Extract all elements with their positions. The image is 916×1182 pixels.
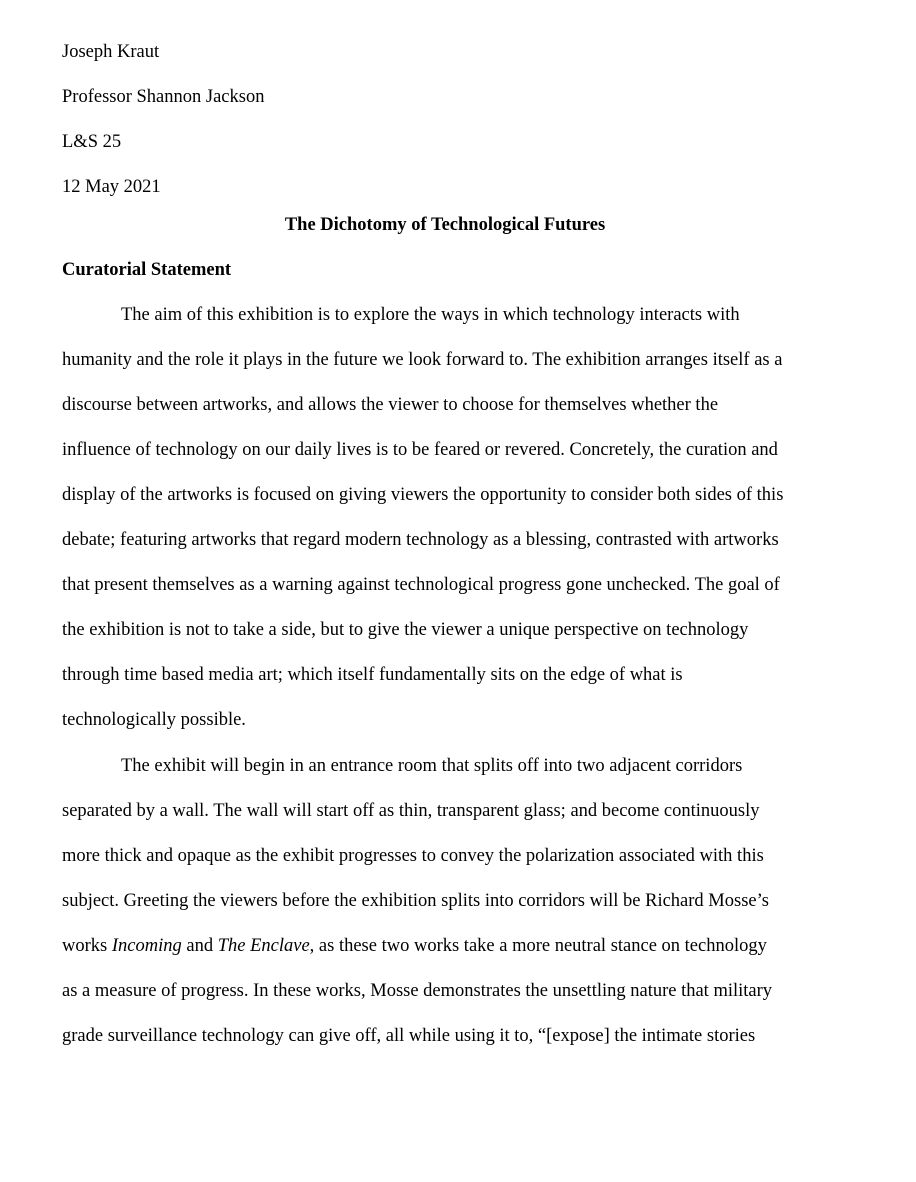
artwork-title-incoming: Incoming (111, 936, 182, 956)
paragraph-1-line: technologically possible. (62, 710, 246, 730)
paragraph-1-line: influence of technology on our daily lives is to be feared or revered. Concretely, the curation and (62, 440, 778, 460)
artwork-title-the-enclave: The Enclave (217, 936, 310, 956)
paragraph-2-line: grade surveillance technology can give off, all while using it to, “[expose] the intimate stories (62, 1026, 756, 1046)
paragraph-2-line: The exhibit will begin in an entrance room that splits off into two adjacent corridors (121, 756, 743, 776)
document-date: 12 May 2021 (62, 177, 161, 197)
paragraph-2-line: subject. Greeting the viewers before the exhibition splits into corridors will be Richard Mosse’s (62, 891, 769, 911)
course-name: L&S 25 (62, 132, 122, 152)
paragraph-1-line: The aim of this exhibition is to explore the ways in which technology interacts with (121, 305, 740, 325)
paragraph-2-line: as a measure of progress. In these works, Mosse demonstrates the unsettling nature that military (62, 981, 773, 1001)
paragraph-1-line: debate; featuring artworks that regard modern technology as a blessing, contrasted with artworks (62, 530, 779, 550)
line-text: works (62, 936, 112, 956)
paragraph-1-line: display of the artworks is focused on giving viewers the opportunity to consider both sides of this (62, 485, 784, 505)
paragraph-1-line: that present themselves as a warning against technological progress gone unchecked. The goal of (62, 575, 780, 595)
paragraph-2-line: separated by a wall. The wall will start off as thin, transparent glass; and become continuously (62, 801, 760, 821)
document-header (62, 30, 852, 210)
paragraph-2-line: more thick and opaque as the exhibit progresses to convey the polarization associated with this (62, 846, 764, 866)
paragraph-1-line: through time based media art; which itself fundamentally sits on the edge of what is (62, 665, 683, 685)
paragraph-1-line: the exhibition is not to take a side, but to give the viewer a unique perspective on technology (62, 620, 749, 640)
paragraph-1-line: discourse between artworks, and allows the viewer to choose for themselves whether the (62, 395, 719, 415)
paragraph-2-line-with-titles (62, 931, 767, 961)
paragraph-1-line: humanity and the role it plays in the future we look forward to. The exhibition arranges itself as a (62, 350, 783, 370)
section-heading: Curatorial Statement (62, 260, 232, 280)
line-text: , as these two works take a more neutral stance on technology (309, 936, 767, 956)
professor-name: Professor Shannon Jackson (62, 87, 265, 107)
author-name: Joseph Kraut (62, 42, 160, 62)
line-text: and (181, 936, 218, 956)
document-title: The Dichotomy of Technological Futures (284, 215, 606, 235)
